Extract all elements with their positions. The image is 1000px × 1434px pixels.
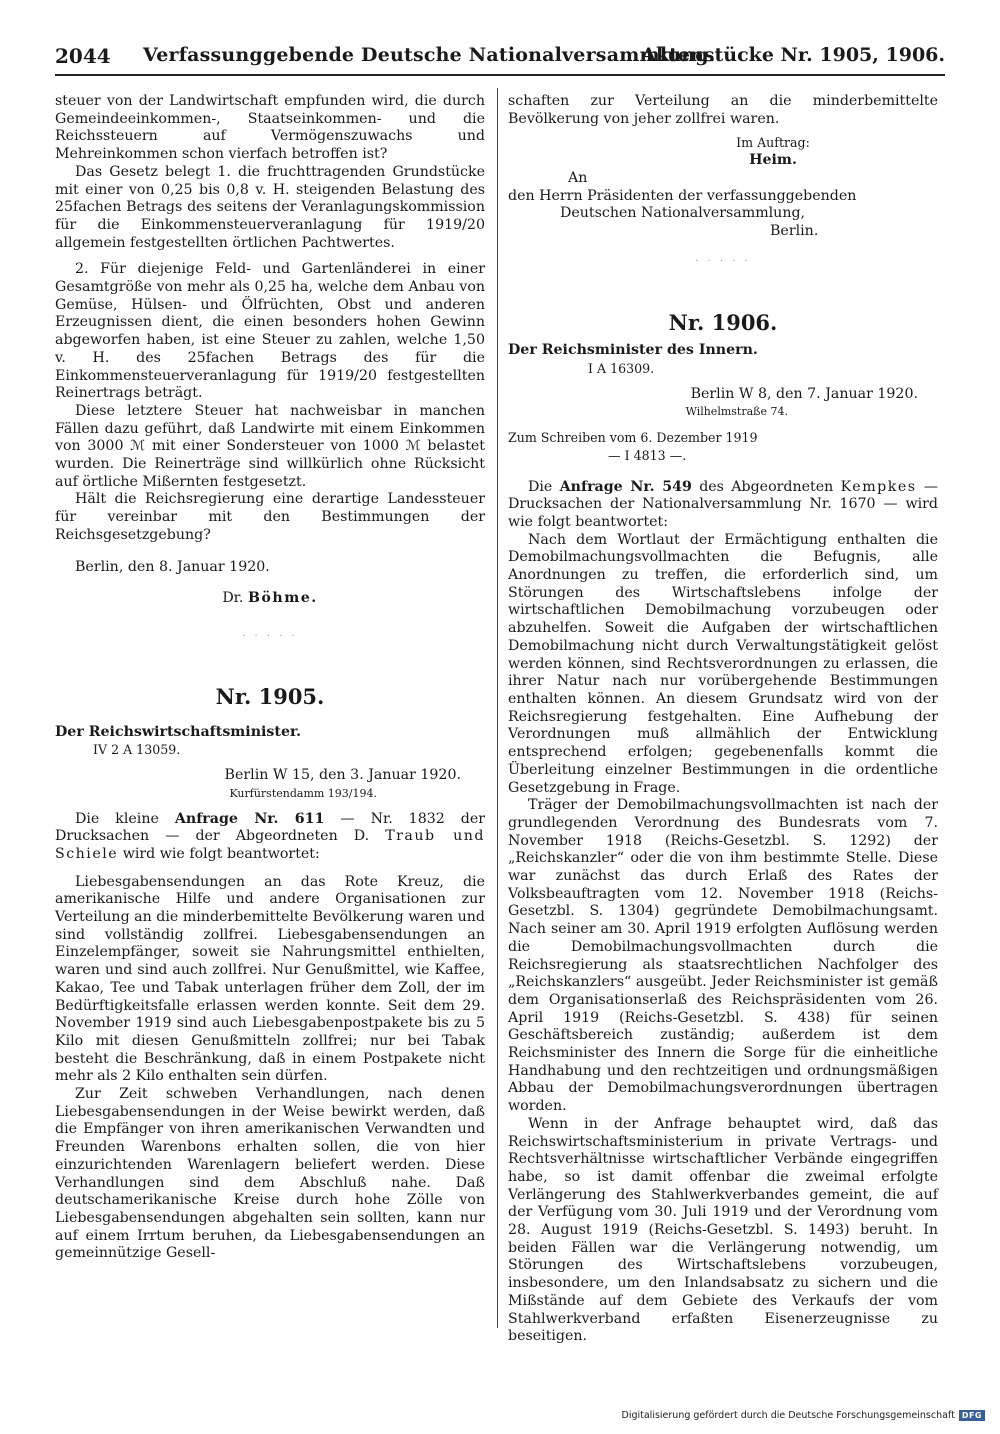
text-run: des Abgeordneten [699, 478, 834, 495]
recipient-city: Berlin. [770, 222, 819, 239]
signature-prefix: Dr. [222, 590, 244, 607]
recipient-line: Deutschen Nationalversammlung, [560, 205, 806, 222]
signature [55, 590, 485, 608]
section-divider: · · · · · [242, 630, 298, 642]
inquiry-reference: Anfrage Nr. 549 [559, 478, 692, 495]
column-divider [497, 88, 498, 1328]
place-date: Berlin, den 8. Januar 1920. [75, 558, 270, 575]
paragraph: Diese letztere Steuer hat nachweisbar in manchen Fällen dazu geführt, daß Landwirte mit einem Einkommen von 3000 ℳ mit einer Sondersteuer von 1000 ℳ belastet wurden. Die Reinerträge sind willkürlich ohne Rücksicht auf örtliche Mißernten festgesetzt. [55, 402, 485, 490]
paragraph: Zur Zeit schweben Verhandlungen, nach denen Liebesgabensendungen in der Weise bewirkt werden, daß die Empfänger von ihren amerikanischen Verwandten und Freunden Warenbons erhalten sollen, die von hier einzurichtenden Warenlagern beliefert werden. Diese Verhandlungen sind dem Abschluß nahe. Daß deutschamerikanische Kreise durch hohe Zölle von Liebesgabensendungen abgehalten sein sollten, kann nur auf einem Irrtum beruhen, da Liebesgabensendungen an gemeinnützige Gesell- [55, 1086, 485, 1262]
paragraph: 2. Für diejenige Feld- und Gartenländerei in einer Gesamtgröße von mehr als 0,25 ha, welche dem Anbau von Gemüse, Hülsen- und Ölfrüchten, Obst und anderen Erzeugnissen dient, die einen besonders hohen Gewinn abgeworfen haben, ist eine Steuer zu zahlen, welche 1,50 v. H. des 25fachen Betrags des für die Einkommensteuerveranlagung für 1919/20 festgestellten Reinertrags beträgt. [55, 261, 485, 402]
paragraph: Liebesgabensendungen an das Rote Kreuz, die amerikanische Hilfe und andere Organisationen zur Verteilung an die minderbemittelte Bevölkerung waren und sind vollständig zollfrei. Liebesgabensendungen an Einzelempfänger, soweit sie Nahrungsmittel enthielten, waren und sind auch zollfrei. Nur Genußmittel, wie Kaffee, Kakao, Tee und Tabak unterlagen früher dem Zoll, der im Bedürftigkeitsfalle erlassen werden konnte. Seit dem 29. November 1919 sind auch Liebesgabenpostpakete bis zu 5 Kilo mit diesen Genußmitteln zollfrei; nur bei Tabak besteht die Beschränkung, daß in einem Postpakete nicht mehr als 2 Kilo enthalten sein dürfen. [55, 873, 485, 1085]
section-title-1906: Nr. 1906. [668, 310, 778, 336]
paragraph: schaften zur Verteilung an die minderbemittelte Bevölkerung von jeher zollfrei waren. [508, 93, 938, 127]
paragraph: Das Gesetz belegt 1. die fruchttragenden Grundstücke mit einer von 0,25 bis 0,8 v. H. steigenden Belastung des 25fachen Betrags des seitens der Veranlagungskommission für die Einkommensteuerveranlagung für 1919/20 allgemein festgestellten örtlichen Pachtwertes. [55, 163, 485, 251]
paragraph: Hält die Reichsregierung eine derartige Landessteuer für vereinbar mit den Bestimmungen der Reichsgesetzgebung? [55, 491, 485, 543]
right-column [508, 93, 938, 1346]
sender: Der Reichswirtschaftsminister. [55, 723, 302, 740]
header-rule [55, 74, 945, 76]
left-column [55, 93, 485, 1263]
section-divider: · · · · · [695, 255, 751, 267]
sender: Der Reichsminister des Innern. [508, 342, 758, 359]
footer-text: Digitalisierung gefördert durch die Deutsche Forschungsgemeinschaft [621, 1410, 955, 1421]
paragraph: Träger der Demobilmachungsvollmachten ist nach der grundlegenden Verordnung des Bundesrats vom 7. November 1918 (Reichs-Gesetzbl. S. 1292) der „Reichskanzler“ oder die von ihm bestimmte Stelle. Diese war zunächst das durch Erlaß des Rates der Volksbeauftragten vom 12. November 1918 (Reichs-Gesetzbl. S. 1304) gegründete Demobilmachungsamt. Nach seiner am 30. April 1919 erfolgten Auflösung werden die Demobilmachungsvollmachten durch die Reichsregierung als staatsrechtlichen Nachfolger des „Reichskanzlers“ ausgeübt. Jeder Reichsminister ist gemäß dem Organisationserlaß des Reichspräsidenten vom 26. April 1919 (Reichs-Gesetzbl. S. 438) für seinen Geschäftsbereich zuständig; außerdem ist dem Reichsminister des Innern die Sorge für die einheitliche Handhabung und den rechtzeitigen und ordnungsmäßigen Abbau der Demobilmachungsverordnungen übertragen worden. [508, 797, 938, 1115]
letter-reference: Zum Schreiben vom 6. Dezember 1919 [508, 430, 758, 446]
reference-number: I A 16309. [588, 361, 655, 377]
text-run: — Drucksachen der Nationalversammlung Nr. 1670 — wird wie folgt beantwortet: [508, 478, 939, 530]
text-run: Die kleine [75, 810, 159, 827]
deputies-names: Traub und Schiele [55, 828, 486, 862]
paragraph: steuer von der Landwirtschaft empfunden wird, die durch Gemeindeeinkommen-, Staatseinkommen- und die Reichssteuern auf Vermögenszuwachs und Mehreinkommen schon vierfach betroffen ist? [55, 93, 485, 163]
text-run: Die [528, 478, 553, 495]
document-numbers: Aktenstücke Nr. 1905, 1906. [641, 44, 945, 66]
deputy-name: Kempkes [840, 478, 917, 495]
paragraph: Wenn in der Anfrage behauptet wird, daß das Reichswirtschaftsministerium in private Vertrags- und Rechtsverhältnisse wirtschaftlicher Verbände eingegriffen habe, so ist damit offenbar die zweimal erfolgte Verlängerung des Stahlwerkverbandes gemeint, die auf der Verfügung vom 30. Juli 1919 und der Verordnung vom 28. August 1919 (Reichs-Gesetzbl. S. 1493) beruht. In beiden Fällen war die Verlängerung notwendig, um Störungen des Wirtschaftslebens vorzubeugen, insbesondere, um den Inlandsabsatz zu sichern und die Mißstände auf dem Gebiete des Verkaufs der vom Stahlwerkverband erfaßten Eisenerzeugnisse zu beseitigen. [508, 1115, 938, 1345]
page-header [55, 36, 945, 76]
date-line: Berlin W 8, den 7. Januar 1920. [690, 385, 918, 402]
text-run: wird wie folgt beantwortet: [122, 845, 320, 862]
address: Wilhelmstraße 74. [685, 405, 788, 419]
signature-name: Böhme. [247, 590, 318, 607]
text-run: — Nr. 1832 der Drucksachen — der Abgeordneten D. [55, 810, 486, 845]
letter-reference-number: — I 4813 —. [608, 447, 687, 463]
digitization-footer [622, 1410, 985, 1421]
paragraph [55, 811, 485, 864]
page-number: 2044 [55, 44, 111, 68]
inquiry-reference: Anfrage Nr. 611 [174, 810, 325, 827]
paragraph [508, 479, 938, 532]
on-behalf: Im Auftrag: [736, 135, 810, 151]
signer-name: Heim. [749, 152, 797, 169]
dfg-logo: DFG [959, 1410, 985, 1421]
address: Kurfürstendamm 193/194. [229, 786, 377, 800]
salutation: An [568, 169, 588, 186]
paragraph: Nach dem Wortlaut der Ermächtigung enthalten die Demobilmachungsvollmachten die Befugnis, alle Anordnungen zu treffen, die erforderlich sind, um Störungen des Wirtschaftslebens infolge der wirtschaftlichen Demobilmachung vorzubeugen oder abzuhelfen. Soweit die Aufgaben der wirtschaftlichen Demobilmachung nicht durch Verwaltungstätigkeit gelöst werden können, sind Rechtsverordnungen zu erlassen, die ihrer Natur nach nur vorübergehende Bestimmungen enthalten können. An diesem Grundsatz wird von der Reichsregierung festgehalten. Eine Aufhebung der Verordnungen muß allmählich der Entwicklung entsprechend erfolgen; gegebenenfalls kommt die Überleitung einzelner Bestimmungen in die ordentliche Gesetzgebung in Frage. [508, 531, 938, 796]
section-title-1905: Nr. 1905. [215, 683, 325, 709]
running-title: Verfassunggebende Deutsche Nationalversammlung. [143, 44, 716, 66]
recipient-line: den Herrn Präsidenten der verfassunggebenden [508, 187, 857, 204]
reference-number: IV 2 A 13059. [93, 742, 181, 758]
date-line: Berlin W 15, den 3. Januar 1920. [224, 767, 461, 784]
